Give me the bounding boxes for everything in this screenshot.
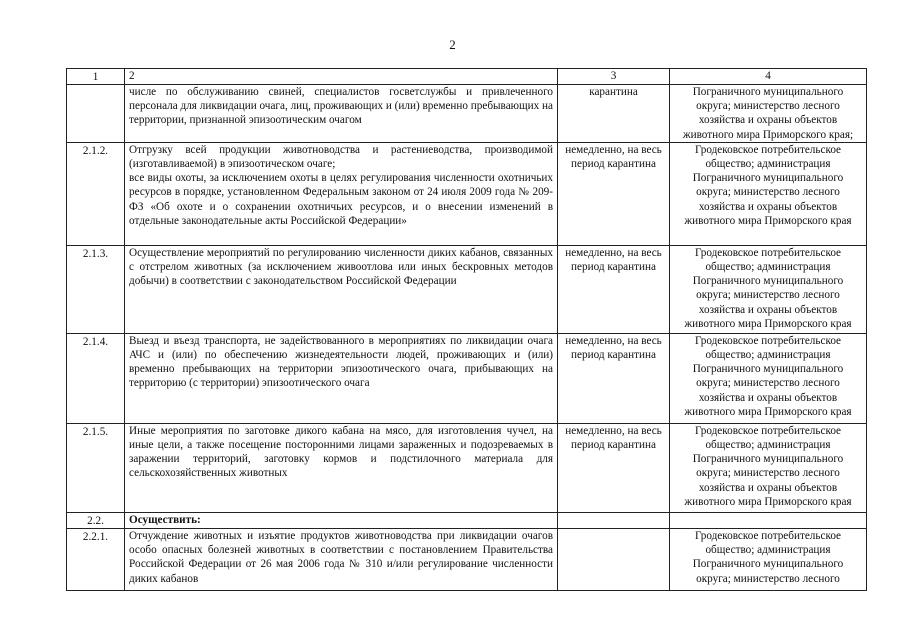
- row-number: [67, 85, 125, 143]
- measure-description: [125, 333, 558, 423]
- header-col-4: 4: [670, 69, 867, 85]
- responsible-parties: [670, 512, 867, 528]
- row-number: 2.1.5.: [67, 423, 125, 512]
- responsible-parties: Гродековское потребительское общество; администрация Пограничного муниципального округа; министерство лесного хозяйства и охраны объектов животного мира Приморского края: [670, 333, 867, 423]
- responsible-parties: Гродековское потребительское общество; администрация Пограничного муниципального округа; министерство лесного хозяйства и охраны объектов животного мира Приморского края: [670, 142, 867, 245]
- measure-paragraph: Отчуждение животных и изъятие продуктов животноводства при ликвидации очагов особо опасных болезней животных в соответствии с постановлением Правительства Российской Федерации от 26 мая 2006 года № 310 и/или регулирование численности диких кабанов: [129, 530, 553, 585]
- responsible-parties: Гродековское потребительское общество; администрация Пограничного муниципального округа; министерство лесного хозяйства и охраны объектов животного мира Приморского края: [670, 423, 867, 512]
- row-number: 2.1.2.: [67, 142, 125, 245]
- table-row: [67, 512, 867, 528]
- measure-term: [558, 529, 670, 591]
- table-header-row: [67, 69, 867, 85]
- responsible-parties: Пограничного муниципального округа; министерство лесного хозяйства и охраны объектов животного мира Приморского края;: [670, 85, 867, 143]
- row-number: 2.2.: [67, 512, 125, 528]
- row-number: 2.1.4.: [67, 333, 125, 423]
- header-col-3: 3: [558, 69, 670, 85]
- measure-description: [125, 245, 558, 333]
- measure-paragraph: Осуществление мероприятий по регулированию численности диких кабанов, связанных с отстрелом животных (за исключением живоотлова или иных бескровных методов добычи) в соответствии с законодательством Российской Федерации: [129, 246, 553, 288]
- measure-term: немедленно, на весь период карантина: [558, 423, 670, 512]
- table-row: [67, 85, 867, 143]
- measure-term: [558, 512, 670, 528]
- header-col-2: 2: [125, 69, 558, 85]
- measure-paragraph: Иные мероприятия по заготовке дикого кабана на мясо, для изготовления чучел, на иные цели, а также посещение посторонними лицами зараженных и подозреваемых в заражении территорий, заготовку кормов и подстилочного материала для сельскохозяйственных животных: [129, 424, 553, 480]
- row-number: 2.1.3.: [67, 245, 125, 333]
- measure-term: немедленно, на весь период карантина: [558, 245, 670, 333]
- measure-paragraph: числе по обслуживанию свиней, специалистов госветслужбы и привлеченного персонала для ликвидации очага, лиц, проживающих и (или) временно пребывающих на территории, признанной эпизоотическим очагом: [129, 86, 553, 127]
- measure-term: немедленно, на весь период карантина: [558, 142, 670, 245]
- page-number: 2: [449, 37, 456, 52]
- row-number: 2.2.1.: [67, 529, 125, 591]
- measure-paragraph: Выезд и въезд транспорта, не задействованного в мероприятиях по ликвидации очага АЧС и (или) по обеспечению жизнедеятельности людей, проживающих и (или) временно пребывающих на территории эпизоотического очага, прибывающих на территорию (с территории) эпизоотического очага: [129, 334, 553, 390]
- table-row: [67, 423, 867, 512]
- responsible-parties: Гродековское потребительское общество; администрация Пограничного муниципального округа; министерство лесного хозяйства и охраны объектов животного мира Приморского края: [670, 245, 867, 333]
- measure-description: [125, 85, 558, 143]
- measure-paragraph: все виды охоты, за исключением охоты в целях регулирования численности охотничьих ресурсов в порядке, установленном Федеральным законом от 24 июля 2009 года № 209-ФЗ «Об охоте и о сохранении охотничьих ресурсов, и о внесении изменений в отдельные законодательные акты Российской Федерации»: [129, 172, 553, 227]
- table-row: [67, 333, 867, 423]
- table-row: [67, 245, 867, 333]
- responsible-parties: Гродековское потребительское общество; администрация Пограничного муниципального округа; министерство лесного: [670, 529, 867, 591]
- measure-term: карантина: [558, 85, 670, 143]
- table-row: [67, 529, 867, 591]
- measure-description: [125, 142, 558, 245]
- measure-description: [125, 529, 558, 591]
- measure-paragraph: Отгрузку всей продукции животноводства и растениеводства, производимой (изготавливаемой) в эпизоотическом очаге;: [129, 143, 553, 171]
- header-col-1: 1: [67, 69, 125, 85]
- measure-description: [125, 512, 558, 528]
- measure-term: немедленно, на весь период карантина: [558, 333, 670, 423]
- measures-table: [66, 68, 867, 591]
- table-row: [67, 142, 867, 245]
- measure-description: [125, 423, 558, 512]
- measure-paragraph: Осуществить:: [129, 513, 201, 526]
